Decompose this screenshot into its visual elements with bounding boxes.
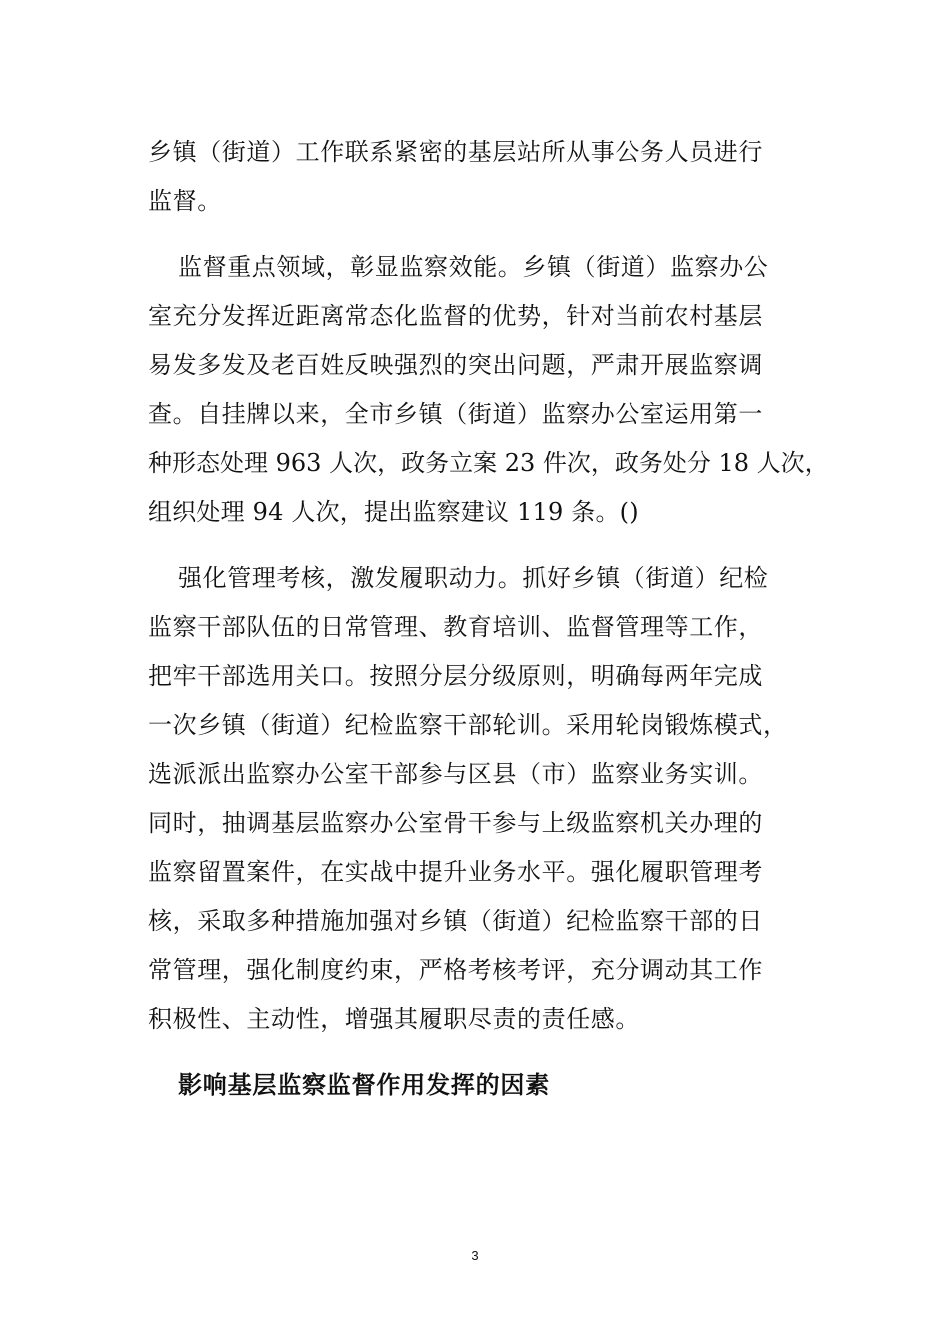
paragraph-3-line-2: 监察干部队伍的日常管理、教育培训、监督管理等工作， xyxy=(148,613,763,641)
section-heading: 影响基层监察监督作用发挥的因素 xyxy=(178,1071,550,1099)
paragraph-2-line-4: 查。自挂牌以来，全市乡镇（街道）监察办公室运用第一 xyxy=(148,400,763,428)
paragraph-3-line-5: 选派派出监察办公室干部参与区县（市）监察业务实训。 xyxy=(148,760,763,788)
paragraph-3-line-8: 核，采取多种措施加强对乡镇（街道）纪检监察干部的日 xyxy=(148,907,763,935)
paragraph-1-line-2: 监督。 xyxy=(148,187,222,215)
paragraph-3-line-4: 一次乡镇（街道）纪检监察干部轮训。采用轮岗锻炼模式， xyxy=(148,711,788,739)
paragraph-3-line-9: 常管理，强化制度约束，严格考核考评，充分调动其工作 xyxy=(148,956,763,984)
paragraph-2-line-2: 室充分发挥近距离常态化监督的优势，针对当前农村基层 xyxy=(148,302,763,330)
paragraph-3-line-1: 强化管理考核，激发履职动力。抓好乡镇（街道）纪检 xyxy=(178,564,769,592)
paragraph-3-line-10: 积极性、主动性，增强其履职尽责的责任感。 xyxy=(148,1005,640,1033)
paragraph-2-line-1: 监督重点领域，彰显监察效能。乡镇（街道）监察办公 xyxy=(178,253,769,281)
paragraph-2-line-3: 易发多发及老百姓反映强烈的突出问题，严肃开展监察调 xyxy=(148,351,763,379)
paragraph-3-line-7: 监察留置案件，在实战中提升业务水平。强化履职管理考 xyxy=(148,858,763,886)
paragraph-3-line-6: 同时，抽调基层监察办公室骨干参与上级监察机关办理的 xyxy=(148,809,763,837)
paragraph-2-line-6: 组织处理 94 人次，提出监察建议 119 条。() xyxy=(148,498,639,526)
paragraph-1-line-1: 乡镇（街道）工作联系紧密的基层站所从事公务人员进行 xyxy=(148,138,763,166)
page-number: 3 xyxy=(471,1248,479,1263)
paragraph-3-line-3: 把牢干部选用关口。按照分层分级原则，明确每两年完成 xyxy=(148,662,763,690)
paragraph-2-line-5: 种形态处理 963 人次，政务立案 23 件次，政务处分 18 人次， xyxy=(148,449,829,477)
